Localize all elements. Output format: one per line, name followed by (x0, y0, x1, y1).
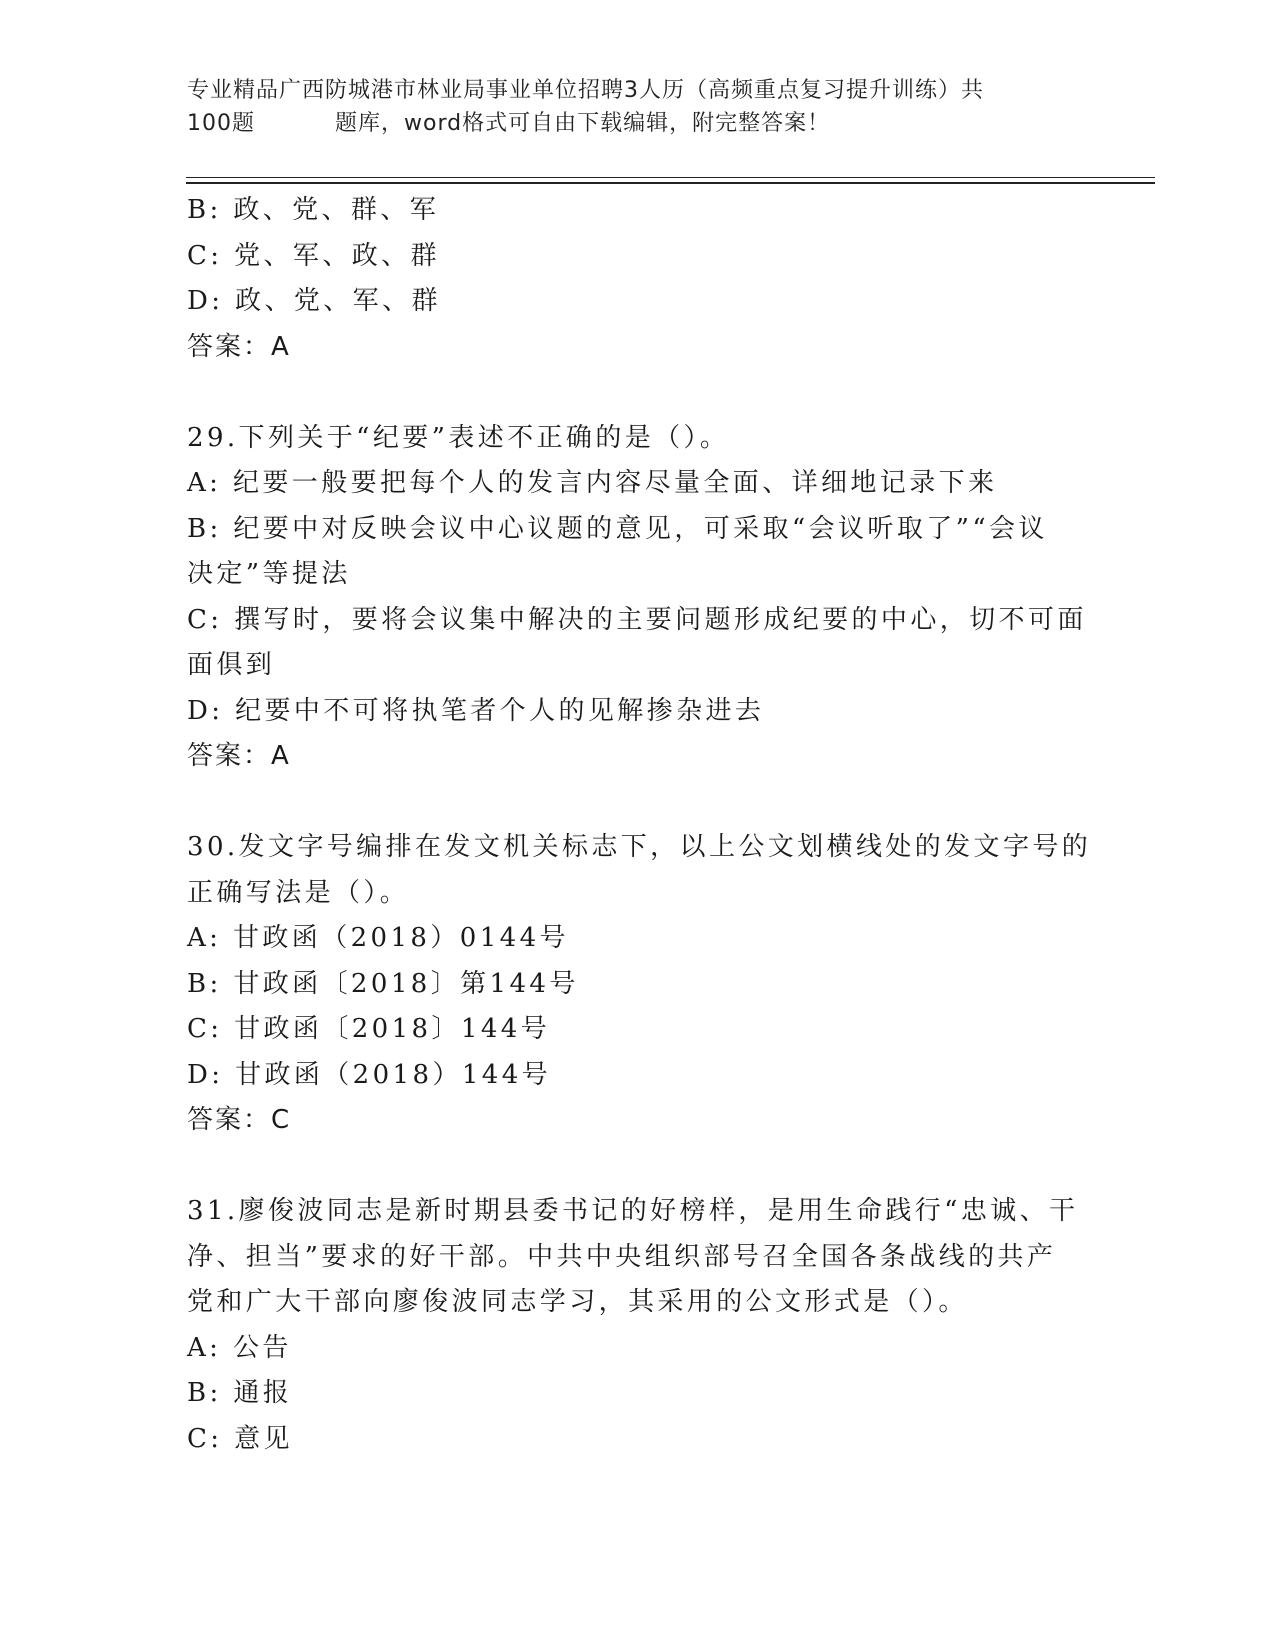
header-count: 100题 (187, 111, 255, 136)
answer: 答案：A (187, 741, 291, 771)
header-divider-thick (186, 182, 1155, 184)
header-divider-thin (186, 177, 1155, 178)
option-d: D: 纪要中不可将执笔者个人的见解掺杂进去 (187, 695, 765, 726)
option-c: C: 甘政函〔2018〕144号 (187, 1014, 551, 1044)
question-stem-line-1: 31.廖俊波同志是新时期县委书记的好榜样，是用生命践行“忠诚、干 (187, 1196, 1079, 1226)
header-title-line-1: 专业精品广西防城港市林业局事业单位招聘3人历（高频重点复习提升训练）共 (187, 78, 984, 103)
option-b-line-1: B: 纪要中对反映会议中心议题的意见，可采取“会议听取了”“会议 (187, 513, 1048, 544)
option-b: B: 政、党、群、军 (187, 195, 440, 225)
option-d: D: 政、党、军、群 (187, 286, 441, 316)
question-29 (187, 416, 1087, 780)
option-c: C: 党、军、政、群 (187, 240, 440, 271)
option-d: D: 甘政函（2018）144号 (187, 1059, 552, 1090)
option-a: A: 甘政函（2018）0144号 (187, 923, 569, 953)
option-b: B: 甘政函〔2018〕第144号 (187, 968, 579, 999)
question-31 (187, 1189, 1087, 1462)
option-a: A: 公告 (187, 1332, 292, 1363)
question-stem-line-1: 30.发文字号编排在发文机关标志下，以上公文划横线处的发文字号的 (187, 832, 1092, 862)
header-title-line-2 (187, 107, 1087, 140)
question-stem-line-3: 党和广大干部向廖俊波同志学习，其采用的公文形式是（）。 (187, 1287, 968, 1317)
question-stem-line-2: 净、担当”要求的好干部。中共中央组织部号召全国各条战线的共产 (187, 1241, 1057, 1272)
question-28-continued (187, 188, 1087, 370)
option-c: C: 意见 (187, 1423, 293, 1454)
question-30 (187, 825, 1092, 1144)
option-b-line-2: 决定”等提法 (187, 559, 351, 589)
question-stem: 29.下列关于“纪要”表述不正确的是（）。 (187, 422, 730, 453)
question-stem-line-2: 正确写法是（）。 (187, 877, 410, 908)
option-c-line-2: 面俱到 (187, 650, 276, 680)
option-a: A: 纪要一般要把每个人的发言内容尽量全面、详细地记录下来 (187, 468, 998, 498)
answer: 答案：C (187, 1105, 292, 1135)
document-body (187, 188, 1092, 1462)
answer: 答案：A (187, 331, 291, 362)
document-header (187, 74, 1087, 140)
option-b: B: 通报 (187, 1378, 293, 1408)
header-description: 题库，word格式可自由下载编辑，附完整答案！ (335, 111, 831, 136)
option-c-line-1: C: 撰写时，要将会议集中解决的主要问题形成纪要的中心，切不可面 (187, 604, 1087, 635)
